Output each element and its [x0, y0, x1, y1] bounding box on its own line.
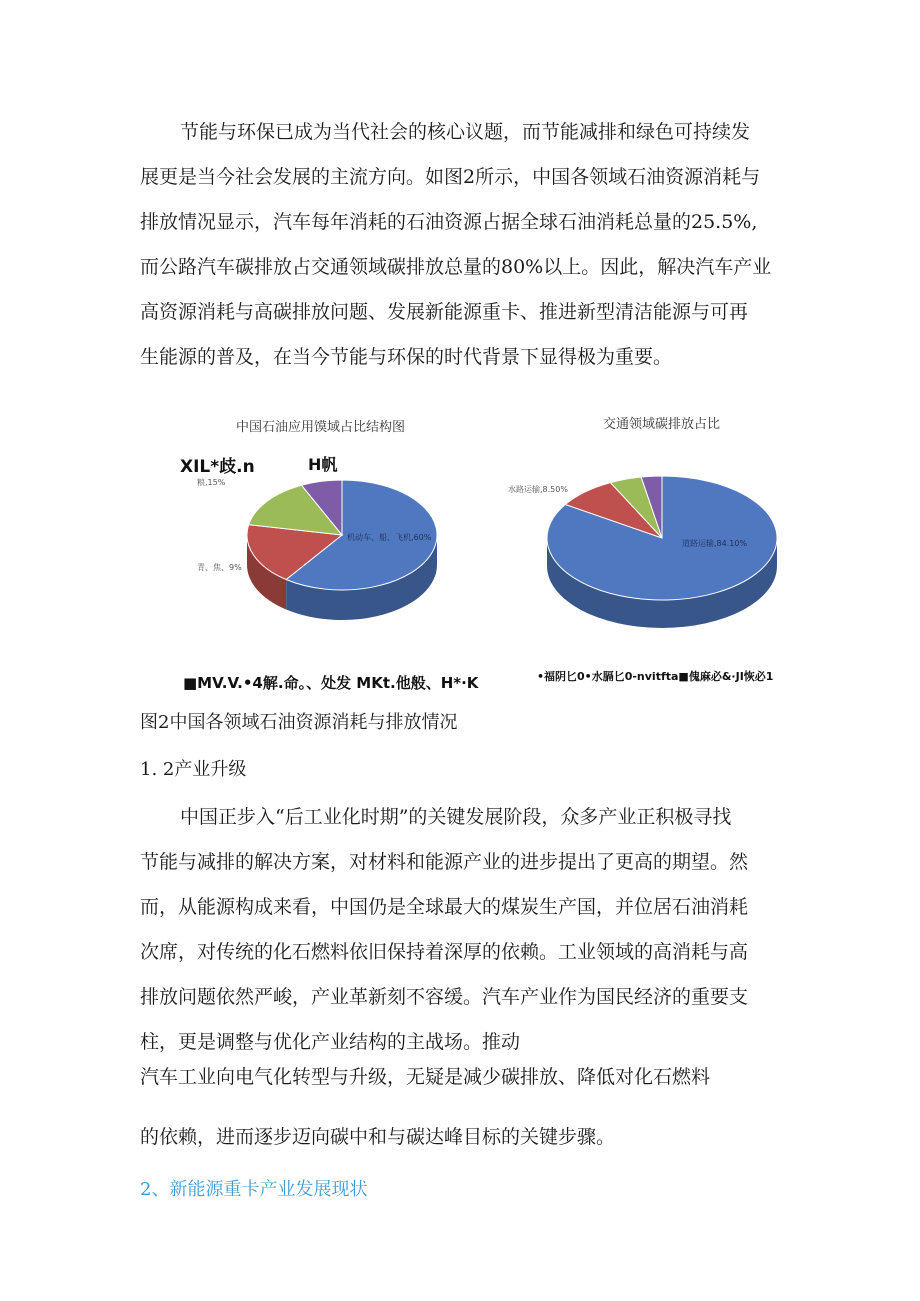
text-line: 高资源消耗与高碳排放问题、发展新能源重卡、推进新型清洁能源与可再 — [140, 301, 749, 323]
text-line: 节能与环保已成为当代社会的核心议题，而节能减排和绿色可持续发 — [180, 121, 751, 143]
text-line: 柱，更是调整与优化产业结构的主战场。推动 — [140, 1031, 521, 1053]
pie-chart-transport — [508, 468, 790, 638]
text-line: 次席，对传统的化石燃料依旧保持着深厚的依赖。工业领域的高消耗与高 — [140, 941, 749, 963]
figure-caption: 图2中国各领域石油资源消耗与排放情况 — [140, 712, 458, 733]
section-heading: 2、新能源重卡产业发展现状 — [140, 1179, 368, 1200]
text-line: 排放问题依然严峻，产业革新刻不容缓。汽车产业作为国民经济的重要支 — [140, 986, 749, 1008]
text-line: 而公路汽车碳排放占交通领域碳排放总量的80%以上。因此，解决汽车产业 — [140, 256, 772, 278]
chart-legend-oil: ■MV.V.•4解.命。、处发 MKt.他般、H*·K — [183, 674, 479, 692]
pie-slice-label: 水路运输,8.50% — [508, 485, 568, 494]
text-line: 的依赖，进而逐步迈向碳中和与碳达峰目标的关键步骤。 — [140, 1126, 616, 1148]
chart-label-garbled: XIL*歧.n — [180, 457, 255, 477]
text-line: 排放情况显示，汽车每年消耗的石油资源占据全球石油消耗总量的25.5%, — [140, 211, 758, 233]
paragraph-industrial-upgrade — [140, 795, 790, 1065]
pie-slice-label: 粮,15% — [197, 478, 226, 487]
chart-title-oil: 中国石油应用馍域占比结构图 — [236, 420, 406, 435]
text-line: 节能与减排的解决方案，对材料和能源产业的进步提出了更高的期望。然 — [140, 851, 749, 873]
text-line: 展更是当今社会发展的主流方向。如图2所示，中国各领域石油资源消耗与 — [140, 166, 761, 188]
text-line: 生能源的普及，在当今节能与环保的时代背景下显得极为重要。 — [140, 346, 673, 368]
subheading: 1. 2产业升级 — [140, 759, 247, 780]
chart-legend-transport: •福阴匕0•水膈匕0-nvitfta■傀麻必&·JI恢必1 — [537, 670, 774, 683]
pie-chart-oil — [197, 470, 462, 640]
chart-label-garbled: H帆 — [308, 455, 338, 474]
pie-slice-label: 道路运输,84.10% — [682, 539, 748, 548]
pie-slice-label: 青、焦、9% — [197, 563, 242, 572]
chart-title-transport: 交通领域碳排放占比 — [603, 417, 721, 432]
text-line: 中国正步入“后工业化时期”的关键发展阶段，众多产业正积极寻找 — [180, 806, 732, 828]
pie-slice-label: 机动车、船、飞机,60% — [347, 533, 432, 542]
text-line: 而，从能源构成来看，中国仍是全球最大的煤炭生产国，并位居石油消耗 — [140, 896, 749, 918]
paragraph-energy-saving — [140, 110, 790, 380]
text-line: 汽车工业向电气化转型与升级，无疑是减少碳排放、降低对化石燃料 — [140, 1066, 711, 1088]
